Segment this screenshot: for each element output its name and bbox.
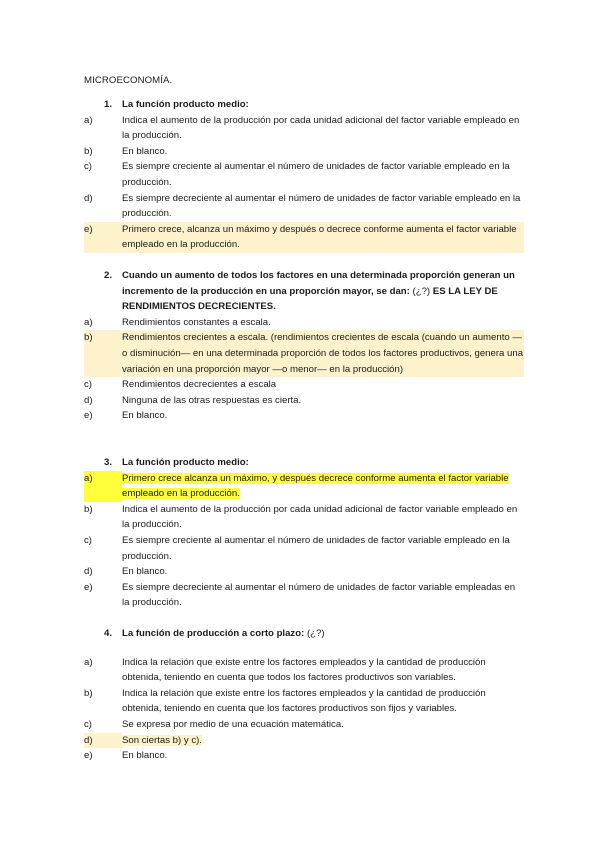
document-title: MICROECONOMÍA.: [84, 75, 173, 86]
option-b: b) En blanco.: [84, 145, 168, 157]
option-d: d) En blanco.: [84, 566, 168, 578]
question-text: La función producto medio:: [122, 457, 249, 468]
option-e: e) En blanco.: [84, 410, 168, 422]
option-c: c) Es siempre creciente al aumentar el número de unidades de factor variable empleado en la producción.: [84, 534, 510, 562]
question-number: 1.: [104, 99, 113, 110]
option-a-highlighted: a) Primero crece alcanza un máximo, y después decrece conforme aumenta el factor variable empleado en la producción.: [84, 471, 524, 502]
question-number: 3.: [104, 457, 113, 468]
question-text: La función de producción a corto plazo:: [122, 628, 305, 639]
question-annotation: ES LA LEY DE RENDIMIENTOS DECRECIENTES.: [122, 285, 498, 313]
question-number: 4.: [104, 628, 113, 639]
option-a: a) Indica el aumento de la producción por cada unidad adicional del factor variable empleado en la producción.: [84, 114, 520, 142]
option-b: b) Indica el aumento de la producción por cada unidad adicional de factor variable empleado en la producción.: [84, 503, 518, 531]
option-b-highlighted: b) Rendimientos crecientes a escala. (rendimientos crecientes de escala (cuando un aumento —o disminución— en una determinada proporción de todos los factores productivos, genera una variación en una proporción mayor —o menor— en la producción): [84, 330, 524, 377]
question-text: La función producto medio:: [122, 99, 249, 110]
question-note: (¿?): [409, 285, 433, 297]
question-text: Cuando un aumento de todos los factores en una determinada proporción generan un incremento de la producción en una proporción mayor, se dan:: [122, 270, 515, 297]
option-a: a) Indica la relación que existe entre los factores empleados y la cantidad de producción obtenida, teniendo en cuenta que todos los factores productivos son variables.: [84, 656, 486, 684]
option-d-highlighted: d) Son ciertas b) y c).: [84, 733, 524, 749]
option-d: d) Es siempre decreciente al aumentar el número de unidades de factor variable empleado en la producción.: [84, 192, 521, 220]
option-b: b) Indica la relación que existe entre los factores empleados y la cantidad de producción obtenida, teniendo en cuenta que los factores productivos son fijos y variables.: [84, 687, 486, 715]
question-2: [84, 268, 524, 424]
option-a: a) Rendimientos constantes a escala.: [84, 316, 271, 328]
question-3: [84, 455, 524, 611]
option-e: e) En blanco.: [84, 750, 168, 762]
option-d: d) Ninguna de las otras respuestas es cierta.: [84, 394, 302, 406]
question-1: [84, 97, 524, 253]
option-c: c) Es siempre creciente al aumentar el número de unidades de factor variable empleado en la producción.: [84, 161, 510, 188]
option-e-highlighted: e) Primero crece, alcanza un máximo y después o decrece conforme aumenta el factor variable empleado en la producción.: [84, 222, 524, 253]
question-note: (¿?): [304, 628, 325, 639]
question-number: 2.: [104, 270, 113, 281]
question-4: [84, 626, 524, 764]
option-c: c) Rendimientos decrecientes a escala: [84, 379, 277, 391]
option-e: e) Es siempre decreciente al aumentar el número de unidades de factor variable empleadas en la producción.: [84, 581, 516, 609]
option-c: c) Se expresa por medio de una ecuación matemática.: [84, 718, 344, 730]
